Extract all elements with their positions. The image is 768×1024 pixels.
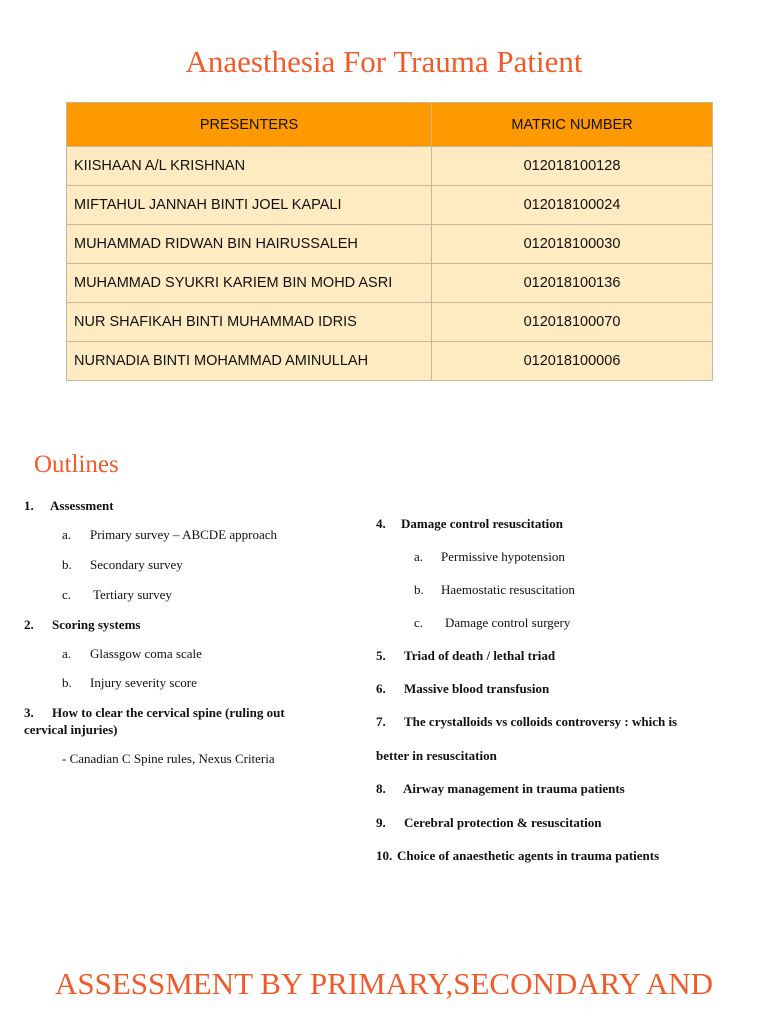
outlines-heading: Outlines [34,451,119,478]
presenters-header: PRESENTERS [67,103,432,147]
list-item-text: - Canadian C Spine rules, Nexus Criteria [62,751,275,766]
outline-item-airway-management [376,780,625,797]
list-item-text: Choice of anaesthetic agents in trauma patients [397,848,660,863]
list-item-text: Damage control surgery [445,615,571,630]
table-row [67,186,713,225]
list-marker: c. [414,615,424,630]
list-marker: 8. [376,781,386,796]
table-row [67,147,713,186]
list-item-text: Airway management in trauma patients [403,781,625,796]
list-item-text: Tertiary survey [93,587,172,602]
list-marker: 7. [376,714,386,729]
matric-number: 012018100030 [432,225,713,264]
list-item-text: Assessment [50,498,114,513]
list-item-text: Injury severity score [90,675,197,690]
list-item-text: Permissive hypotension [441,549,565,564]
list-marker: 4. [376,516,386,531]
outline-item-cervical-spine-cont [24,721,118,738]
outline-subitem-permissive-hypotension [414,548,565,565]
outline-item-crystalloids-colloids [376,713,677,730]
list-marker: 2. [24,617,34,632]
list-item-text: Haemostatic resuscitation [441,582,575,597]
outline-subitem-secondary-survey [62,556,183,573]
list-marker: b. [62,557,72,572]
section-heading: ASSESSMENT BY PRIMARY,SECONDARY AND [54,966,714,1001]
list-marker: a. [62,527,72,542]
list-marker: 5. [376,648,386,663]
matric-number: 012018100006 [432,342,713,381]
list-item-text: Damage control resuscitation [401,516,563,531]
list-item-text: Triad of death / lethal triad [404,648,556,663]
outline-item-damage-control [376,515,563,532]
list-item-text: How to clear the cervical spine (ruling out [52,705,285,720]
presenter-name: NUR SHAFIKAH BINTI MUHAMMAD IDRIS [67,303,432,342]
list-item-text: cervical injuries) [24,722,118,737]
list-marker: 6. [376,681,386,696]
list-item-text: Primary survey – ABCDE approach [90,527,278,542]
list-item-text: Glassgow coma scale [90,646,202,661]
outline-item-anaesthetic-agents [376,847,659,864]
presenters-table [66,102,713,381]
list-marker: b. [62,675,72,690]
list-marker: a. [62,646,72,661]
outline-item-massive-transfusion [376,680,549,697]
presenter-name: MIFTAHUL JANNAH BINTI JOEL KAPALI [67,186,432,225]
list-marker: 10. [376,848,393,863]
list-marker: 3. [24,705,34,720]
outline-subitem-injury-severity-score [62,674,197,691]
outline-subitem-glasgow-coma-scale [62,645,202,662]
outline-subitem-cspine-rules [62,750,275,767]
list-marker: c. [62,587,72,602]
page-title: Anaesthesia For Trauma Patient [185,44,583,79]
outline-item-scoring-systems [24,616,140,633]
table-row [67,225,713,264]
table-row [67,342,713,381]
matric-number-header: MATRIC NUMBER [432,103,713,147]
outline-item-cervical-spine [24,704,285,721]
outline-item-lethal-triad [376,647,555,664]
outline-subitem-damage-control-surgery [414,614,570,631]
list-item-text: Scoring systems [52,617,141,632]
list-marker: a. [414,549,424,564]
outline-item-cerebral-protection [376,814,602,831]
list-item-text: The crystalloids vs colloids controversy : which is [404,714,678,729]
presenter-name: MUHAMMAD SYUKRI KARIEM BIN MOHD ASRI [67,264,432,303]
list-item-text: Massive blood transfusion [404,681,550,696]
list-marker: 9. [376,815,386,830]
matric-number: 012018100128 [432,147,713,186]
matric-number: 012018100070 [432,303,713,342]
outline-subitem-haemostatic-resuscitation [414,581,575,598]
list-marker: 1. [24,498,34,513]
table-row [67,264,713,303]
list-marker: b. [414,582,424,597]
matric-number: 012018100024 [432,186,713,225]
matric-number: 012018100136 [432,264,713,303]
table-row [67,303,713,342]
presenter-name: KIISHAAN A/L KRISHNAN [67,147,432,186]
list-item-text: better in resuscitation [376,748,497,763]
presenter-name: NURNADIA BINTI MOHAMMAD AMINULLAH [67,342,432,381]
outline-subitem-primary-survey [62,526,277,543]
presenter-name: MUHAMMAD RIDWAN BIN HAIRUSSALEH [67,225,432,264]
outline-item-crystalloids-colloids-cont [376,747,497,764]
outline-item-assessment [24,497,114,514]
list-item-text: Secondary survey [90,557,183,572]
list-item-text: Cerebral protection & resuscitation [404,815,602,830]
table-header-row [67,103,713,147]
outline-subitem-tertiary-survey [62,586,172,603]
